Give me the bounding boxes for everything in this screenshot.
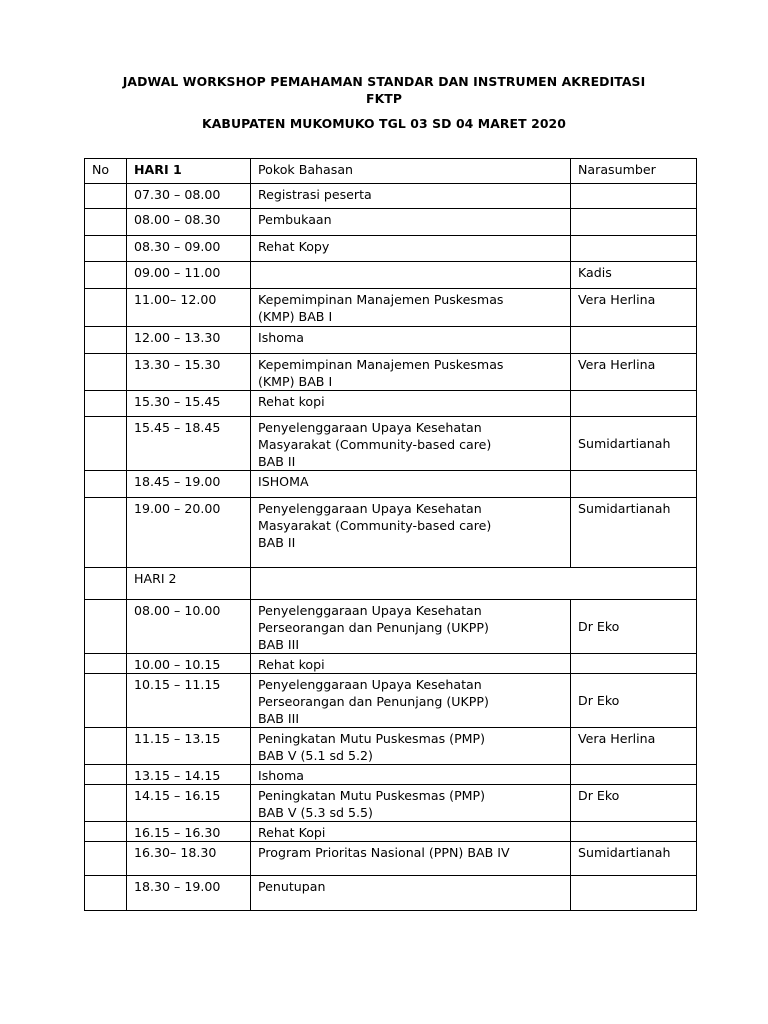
row-number-cell [85, 498, 127, 568]
table-row [85, 674, 697, 728]
topic-cell: Registrasi peserta [251, 184, 571, 209]
time-cell: 18.30 – 19.00 [127, 876, 251, 911]
table-row [85, 765, 697, 785]
table-row [85, 876, 697, 911]
speaker-cell [571, 236, 697, 262]
time-cell: 08.30 – 09.00 [127, 236, 251, 262]
table-row [85, 498, 697, 568]
row-number-cell [85, 262, 127, 289]
table-row [85, 354, 697, 391]
table-row [85, 289, 697, 327]
topic-cell: Rehat kopi [251, 654, 571, 674]
row-number-cell [85, 289, 127, 327]
time-cell: 10.15 – 11.15 [127, 674, 251, 728]
time-cell: 16.30– 18.30 [127, 842, 251, 876]
row-number-cell [85, 209, 127, 236]
time-cell: 11.15 – 13.15 [127, 728, 251, 765]
table-row [85, 417, 697, 471]
speaker-cell [571, 391, 697, 417]
topic-cell: Kepemimpinan Manajemen Puskesmas (KMP) BAB I [251, 354, 571, 391]
time-cell: 15.30 – 15.45 [127, 391, 251, 417]
time-cell: 13.15 – 14.15 [127, 765, 251, 785]
header-no: No [85, 159, 127, 184]
row-number-cell [85, 842, 127, 876]
topic-cell: Rehat Kopy [251, 236, 571, 262]
time-cell: 12.00 – 13.30 [127, 327, 251, 354]
topic-cell: Penyelenggaraan Upaya Kesehatan Perseorangan dan Penunjang (UKPP) BAB III [251, 600, 571, 654]
topic-cell: Penyelenggaraan Upaya Kesehatan Masyarakat (Community-based care) BAB II [251, 417, 571, 471]
day-2-header-row [85, 568, 697, 600]
table-row [85, 262, 697, 289]
day-2-label: HARI 2 [127, 568, 251, 600]
document-title-line2: FKTP [366, 91, 402, 106]
speaker-cell [571, 765, 697, 785]
topic-cell: Peningkatan Mutu Puskesmas (PMP) BAB V (5.3 sd 5.5) [251, 785, 571, 822]
table-row [85, 327, 697, 354]
speaker-cell [571, 471, 697, 498]
topic-cell: Peningkatan Mutu Puskesmas (PMP) BAB V (5.1 sd 5.2) [251, 728, 571, 765]
row-number-cell [85, 765, 127, 785]
topic-cell: Penutupan [251, 876, 571, 911]
topic-cell: ISHOMA [251, 471, 571, 498]
table-row [85, 236, 697, 262]
row-number-cell [85, 876, 127, 911]
table-row [85, 822, 697, 842]
topic-cell: Penyelenggaraan Upaya Kesehatan Masyarakat (Community-based care) BAB II [251, 498, 571, 568]
speaker-cell: Sumidartianah [571, 842, 697, 876]
time-cell: 16.15 – 16.30 [127, 822, 251, 842]
time-cell: 11.00– 12.00 [127, 289, 251, 327]
row-number-cell [85, 674, 127, 728]
table-row [85, 209, 697, 236]
speaker-cell: Vera Herlina [571, 728, 697, 765]
topic-cell: Ishoma [251, 327, 571, 354]
speaker-cell [571, 876, 697, 911]
topic-cell: Penyelenggaraan Upaya Kesehatan Perseorangan dan Penunjang (UKPP) BAB III [251, 674, 571, 728]
time-cell: 13.30 – 15.30 [127, 354, 251, 391]
row-number-cell [85, 184, 127, 209]
table-row [85, 391, 697, 417]
time-cell: 15.45 – 18.45 [127, 417, 251, 471]
speaker-cell: Sumidartianah [571, 498, 697, 568]
row-number-cell [85, 236, 127, 262]
document-title: JADWAL WORKSHOP PEMAHAMAN STANDAR DAN INSTRUMEN AKREDITASI [122, 74, 646, 89]
topic-cell: Kepemimpinan Manajemen Puskesmas (KMP) BAB I [251, 289, 571, 327]
table-row [85, 728, 697, 765]
row-number-cell [85, 600, 127, 654]
topic-cell: Program Prioritas Nasional (PPN) BAB IV [251, 842, 571, 876]
header-speaker: Narasumber [571, 159, 697, 184]
table-row [85, 785, 697, 822]
time-cell: 08.00 – 10.00 [127, 600, 251, 654]
time-cell: 19.00 – 20.00 [127, 498, 251, 568]
header-day-1: HARI 1 [127, 159, 251, 184]
time-cell: 09.00 – 11.00 [127, 262, 251, 289]
speaker-cell [571, 184, 697, 209]
speaker-cell: Sumidartianah [571, 417, 697, 471]
topic-cell: Pembukaan [251, 209, 571, 236]
header-topic: Pokok Bahasan [251, 159, 571, 184]
speaker-cell: Dr Eko [571, 674, 697, 728]
row-number-cell [85, 785, 127, 822]
time-cell: 08.00 – 08.30 [127, 209, 251, 236]
speaker-cell: Kadis [571, 262, 697, 289]
row-number-cell [85, 471, 127, 498]
speaker-cell: Vera Herlina [571, 354, 697, 391]
table-row [85, 471, 697, 498]
schedule-table [84, 158, 697, 911]
time-cell: 18.45 – 19.00 [127, 471, 251, 498]
row-number-cell [85, 654, 127, 674]
document-subtitle: KABUPATEN MUKOMUKO TGL 03 SD 04 MARET 2020 [202, 116, 566, 131]
row-number-cell [85, 391, 127, 417]
table-row [85, 184, 697, 209]
row-number-cell [85, 822, 127, 842]
row-number-cell [85, 327, 127, 354]
row-number-cell [85, 568, 127, 600]
topic-cell: Rehat kopi [251, 391, 571, 417]
speaker-cell [571, 327, 697, 354]
day-2-spacer-cell [251, 568, 697, 600]
table-row [85, 654, 697, 674]
row-number-cell [85, 728, 127, 765]
speaker-cell: Dr Eko [571, 785, 697, 822]
table-row [85, 600, 697, 654]
speaker-cell [571, 822, 697, 842]
table-header-row [85, 159, 697, 184]
time-cell: 10.00 – 10.15 [127, 654, 251, 674]
time-cell: 07.30 – 08.00 [127, 184, 251, 209]
topic-cell: Ishoma [251, 765, 571, 785]
topic-cell [251, 262, 571, 289]
speaker-cell [571, 654, 697, 674]
time-cell: 14.15 – 16.15 [127, 785, 251, 822]
speaker-cell: Dr Eko [571, 600, 697, 654]
speaker-cell [571, 209, 697, 236]
topic-cell: Rehat Kopi [251, 822, 571, 842]
row-number-cell [85, 354, 127, 391]
speaker-cell: Vera Herlina [571, 289, 697, 327]
row-number-cell [85, 417, 127, 471]
table-row [85, 842, 697, 876]
